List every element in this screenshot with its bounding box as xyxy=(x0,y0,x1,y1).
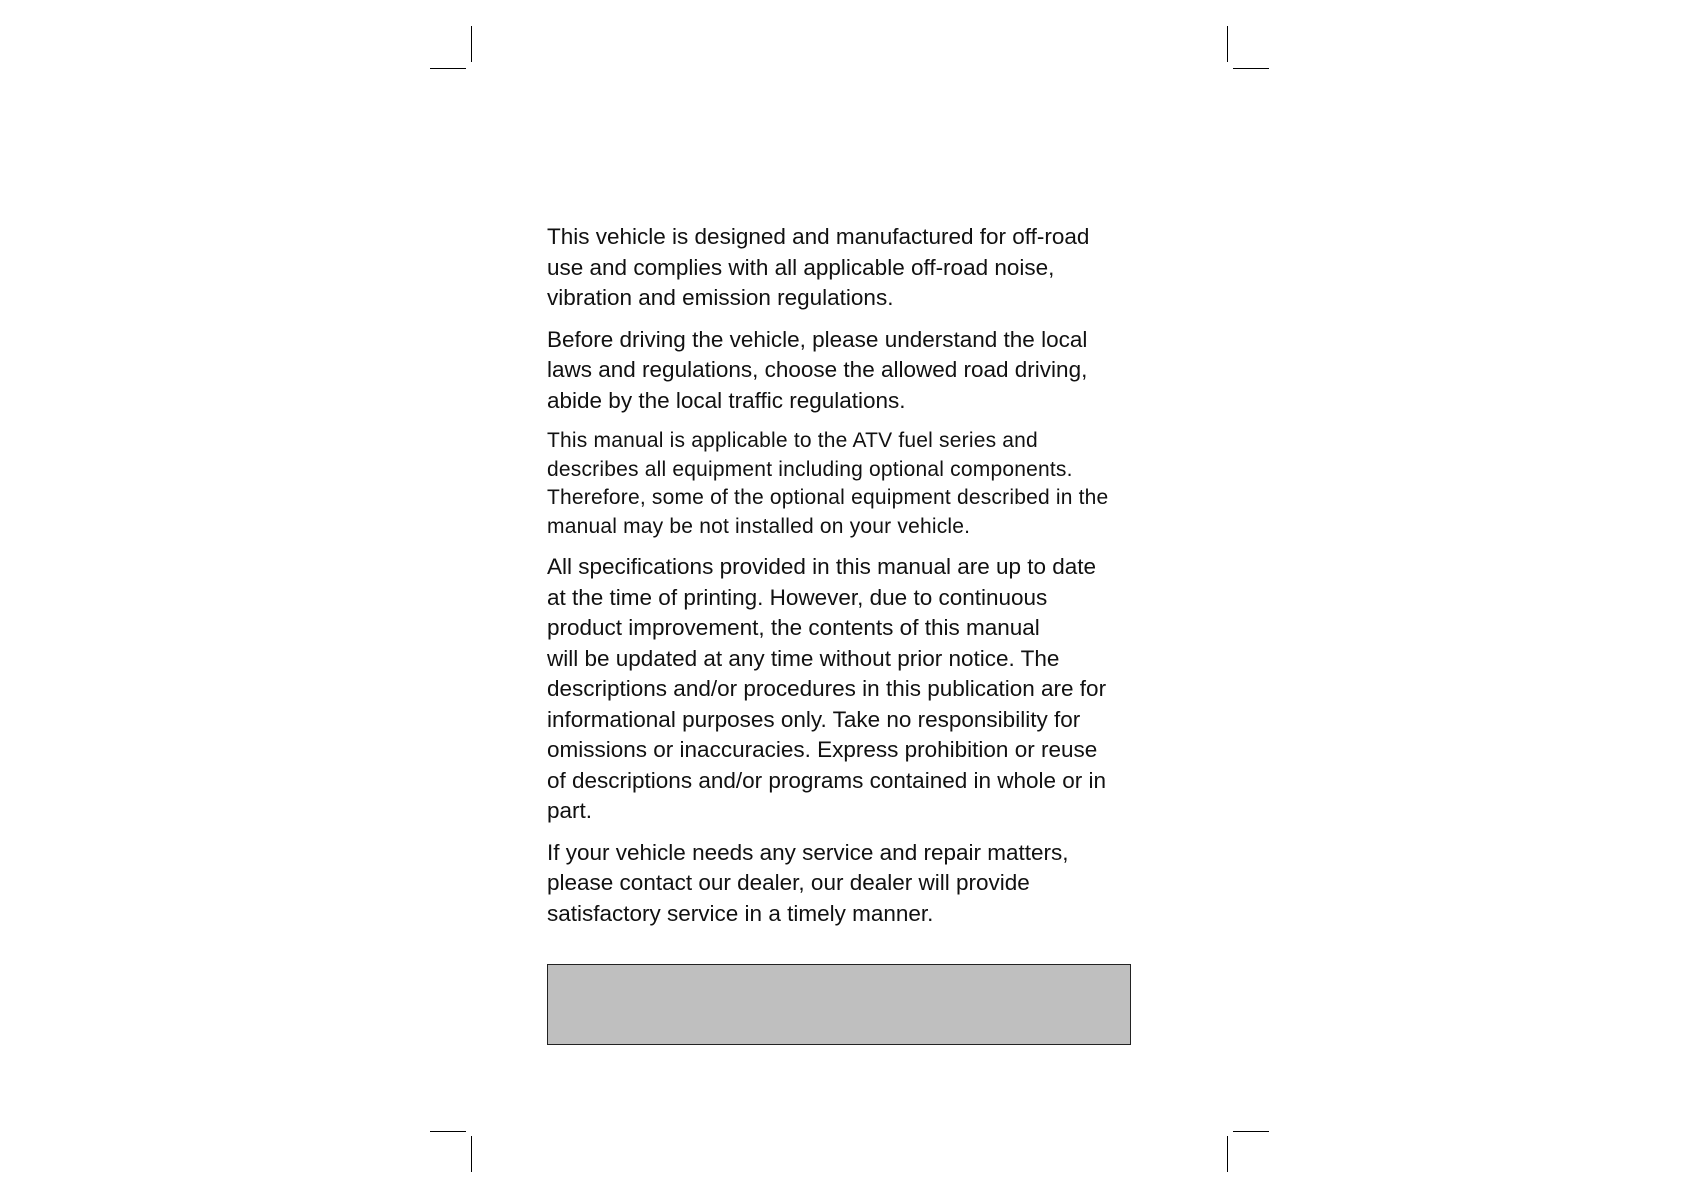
paragraph-local-laws: Before driving the vehicle, please understand the local laws and regulations, choose the allowed road driving, abide by the local traffic regulations. xyxy=(547,326,1088,413)
paragraph-dealer-service: If your vehicle needs any service and repair matters, please contact our dealer, our dealer will provide satisfactory service in a timely manner. xyxy=(547,839,1069,926)
crop-mark-bottom-left-horizontal xyxy=(430,1131,466,1132)
crop-mark-top-right-horizontal xyxy=(1233,68,1269,69)
crop-mark-bottom-right-horizontal xyxy=(1233,1131,1269,1132)
crop-mark-top-left-horizontal xyxy=(430,68,466,69)
paragraph-specifications-disclaimer: All specifications provided in this manual are up to date at the time of printing. However, due to continuous product improvement, the contents of this manual will be updated at any time without prior notice. The descriptions and/or procedures in this publication are for informational purposes only. Take no responsibility for omissions or inaccuracies. Express prohibition or reuse of descriptions and/or programs contained in whole or in part. xyxy=(547,554,1107,823)
paragraph-offroad-compliance: This vehicle is designed and manufactured for off-road use and complies with all applicable off-road noise, vibration and emission regulations. xyxy=(547,224,1090,310)
manual-notice-text xyxy=(547,222,1132,940)
crop-mark-bottom-right-vertical xyxy=(1227,1136,1228,1172)
crop-mark-bottom-left-vertical xyxy=(471,1136,472,1172)
crop-mark-top-right-vertical xyxy=(1227,26,1228,62)
grey-notice-box xyxy=(547,964,1131,1045)
crop-mark-top-left-vertical xyxy=(471,26,472,62)
paragraph-manual-applicability: This manual is applicable to the ATV fuel series and describes all equipment including optional components. Therefore, some of the optional equipment described in the manual may be not installed on your vehicle. xyxy=(547,429,1109,538)
